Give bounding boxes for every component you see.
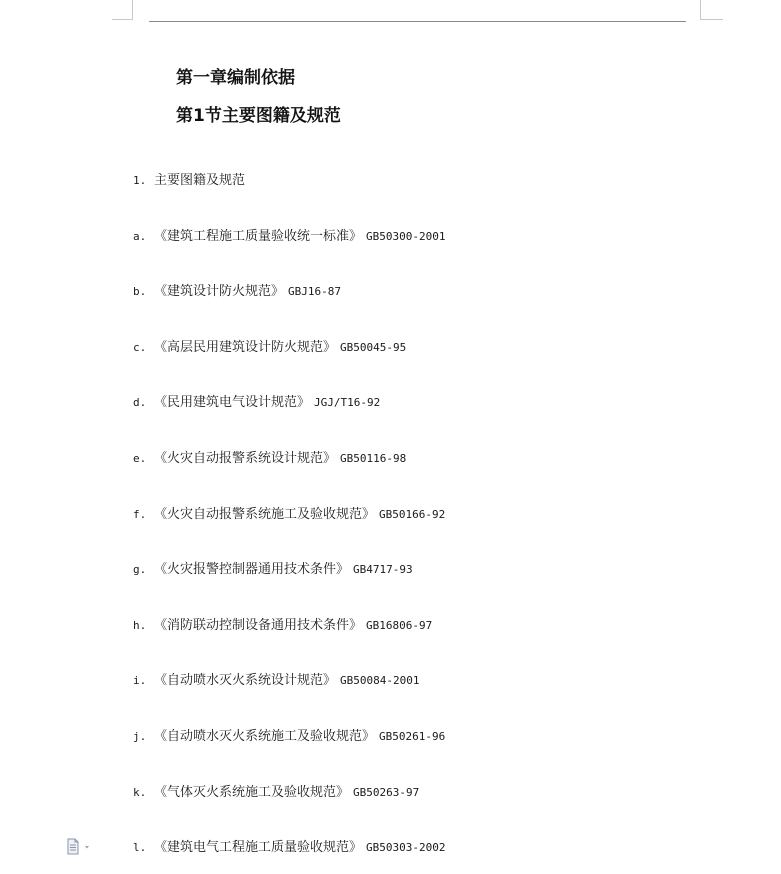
list-item-title: 主要图籍及规范 [154,173,246,188]
list-item[interactable] [133,227,446,247]
list-item-title: 《建筑设计防火规范》 [154,284,285,299]
standard-code: GB50300-2001 [366,230,446,243]
list-item[interactable] [133,505,445,525]
list-item-title: 《建筑电气工程施工质量验收规范》 [154,840,363,855]
standard-code: GB4717-93 [353,563,413,576]
list-marker: l. [133,841,147,854]
list-marker: b. [133,285,147,298]
list-marker: d. [133,396,147,409]
list-marker: g. [133,563,147,576]
list-marker: j. [133,730,147,743]
standard-code: GB50084-2001 [340,674,420,687]
list-item[interactable] [133,449,406,469]
list-marker: h. [133,619,147,632]
list-item-title: 《自动喷水灭火系统施工及验收规范》 [154,729,376,744]
list-marker: k. [133,786,147,799]
list-item[interactable] [133,727,445,747]
list-item-title: 《自动喷水灭火系统设计规范》 [154,673,337,688]
list-item-title: 《火灾自动报警系统设计规范》 [154,451,337,466]
list-item[interactable] [133,338,406,358]
list-item-title: 《建筑工程施工质量验收统一标准》 [154,229,363,244]
list-item-title: 《火灾自动报警系统施工及验收规范》 [154,507,376,522]
document-paste-icon[interactable] [66,838,94,856]
standard-code: GBJ16-87 [288,285,341,298]
list-marker: f. [133,508,147,521]
list-item[interactable] [133,393,380,413]
standard-code: GB50261-96 [379,730,446,743]
list-item[interactable] [133,171,249,191]
list-item[interactable] [133,838,446,858]
header-rule [149,21,686,22]
standard-code: GB50045-95 [340,341,407,354]
chapter-heading[interactable]: 第一章编制依据 [176,68,295,88]
list-marker: i. [133,674,147,687]
list-item[interactable] [133,783,419,803]
list-item-title: 《民用建筑电气设计规范》 [154,395,311,410]
list-item[interactable] [133,282,341,302]
list-marker: 1. [133,174,147,187]
section-heading[interactable]: 第1节主要图籍及规范 [176,106,341,126]
list-item-title: 《气体灭火系统施工及验收规范》 [154,785,350,800]
crop-mark-top-right [700,0,723,20]
standard-code: JGJ/T16-92 [314,396,381,409]
list-marker: c. [133,341,147,354]
standard-code: GB50263-97 [353,786,420,799]
crop-mark-top-left [112,0,133,20]
standard-code: GB50303-2002 [366,841,446,854]
list-item[interactable] [133,560,413,580]
standard-code: GB16806-97 [366,619,433,632]
standard-code: GB50116-98 [340,452,407,465]
list-item-title: 《高层民用建筑设计防火规范》 [154,340,337,355]
list-item[interactable] [133,671,420,691]
list-item-title: 《火灾报警控制器通用技术条件》 [154,562,350,577]
list-item-title: 《消防联动控制设备通用技术条件》 [154,618,363,633]
list-marker: e. [133,452,147,465]
list-item[interactable] [133,616,432,636]
standard-code: GB50166-92 [379,508,446,521]
list-marker: a. [133,230,147,243]
